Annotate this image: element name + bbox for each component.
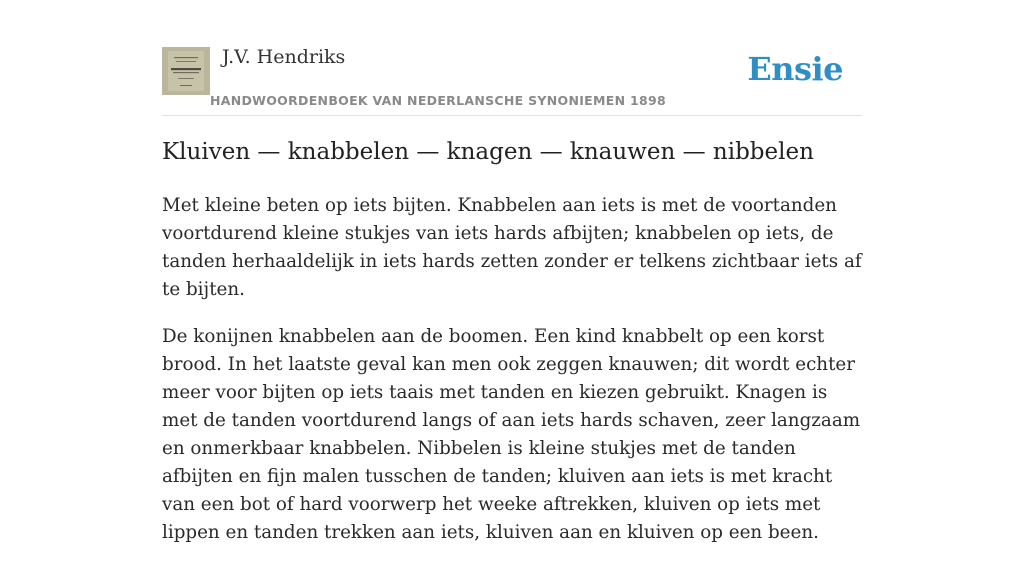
- entry-body: [162, 192, 862, 566]
- author-name[interactable]: J.V. Hendriks: [222, 46, 346, 68]
- entry-paragraph: De konijnen knabbelen aan de boomen. Een kind knabbelt op een korst brood. In het laatste geval kan men ook zeggen knauwen; dit wordt echter meer voor bijten op iets taais met tanden en kiezen gebruikt. Knagen is met de tanden voortdurend langs of aan iets hards schaven, zeer langzaam en onmerkbaar knabbelen. Nibbelen is kleine stukjes met de tanden afbijten en fijn malen tusschen de tanden; kluiven aan iets is met kracht van een bot of hard voorwerp het weeke aftrekken, kluiven op iets met lippen en tanden trekken aan iets, kluiven aan en kluiven op een been.: [162, 326, 861, 543]
- entry-paragraph: Met kleine beten op iets bijten. Knabbelen aan iets is met de voortanden voortdurend kleine stukjes van iets hards afbijten; knabbelen op iets, de tanden herhaaldelijk in iets hards zetten zonder er telkens zichtbaar iets af te bijten.: [162, 195, 862, 300]
- page-container: [162, 0, 862, 543]
- entry-title: Kluiven — knabbelen — knagen — knauwen — nibbelen: [162, 139, 814, 165]
- ensie-logo[interactable]: Ensie: [747, 50, 843, 88]
- header: [162, 0, 862, 116]
- book-cover-avatar[interactable]: [162, 47, 210, 95]
- book-cover-image: [162, 47, 210, 95]
- source-title[interactable]: HANDWOORDENBOEK VAN NEDERLANSCHE SYNONIEMEN 1898: [210, 93, 667, 108]
